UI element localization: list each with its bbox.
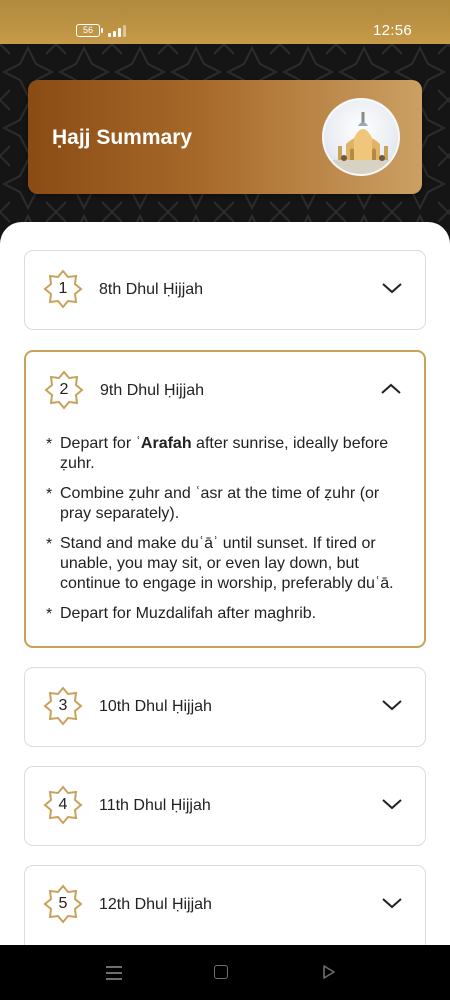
day-number: 3 (58, 697, 68, 714)
chevron-down-icon[interactable] (381, 797, 403, 811)
star-badge-icon (43, 884, 83, 924)
chevron-down-icon[interactable] (381, 896, 403, 910)
day-number: 5 (58, 895, 68, 912)
chevron-up-icon[interactable] (380, 382, 402, 396)
status-bar (0, 0, 450, 44)
day-instructions (26, 430, 424, 624)
back-icon[interactable] (321, 964, 337, 980)
day-card-4[interactable] (24, 766, 426, 846)
day-label: 9th Dhul Ḥijjah (100, 382, 205, 399)
star-badge-icon (44, 370, 84, 410)
recent-apps-icon[interactable] (106, 966, 122, 979)
day-label: 11th Dhul Ḥijjah (99, 797, 211, 814)
day-card-3[interactable] (24, 667, 426, 747)
chevron-down-icon[interactable] (381, 281, 403, 295)
instruction-item: * Depart for ʿArafah after sunrise, ideally before ẓuhr. (46, 434, 402, 474)
chevron-down-icon[interactable] (381, 698, 403, 712)
battery-icon: 56 (76, 24, 100, 37)
star-badge-icon (43, 785, 83, 825)
mosque-icon (322, 98, 400, 176)
star-badge-icon (43, 686, 83, 726)
day-number: 1 (58, 280, 68, 297)
page-title: Ḥajj Summary (52, 126, 193, 149)
day-label: 8th Dhul Ḥijjah (99, 281, 204, 298)
day-card-1[interactable] (24, 250, 426, 330)
day-label: 12th Dhul Ḥijjah (99, 896, 212, 913)
day-card-2[interactable] (24, 350, 426, 648)
content-sheet (0, 222, 450, 945)
instruction-item: * Depart for Muzdalifah after maghrib. (46, 604, 402, 624)
home-icon[interactable] (214, 965, 228, 979)
signal-icon (108, 25, 128, 37)
hajj-summary-header (28, 80, 422, 194)
day-card-5[interactable] (24, 865, 426, 945)
system-nav-bar (0, 945, 450, 1000)
instruction-item: * Combine ẓuhr and ʿasr at the time of ẓuhr (or pray separately). (46, 484, 402, 524)
instruction-item: * Stand and make duʿāʾ until sunset. If tired or unable, you may sit, or even lay down, but continue to engage in worship, preferably duʿā. (46, 534, 402, 594)
day-label: 10th Dhul Ḥijjah (99, 698, 212, 715)
day-number: 4 (58, 796, 68, 813)
day-number: 2 (59, 381, 69, 398)
status-time: 12:56 (372, 22, 412, 39)
star-badge-icon (43, 269, 83, 309)
